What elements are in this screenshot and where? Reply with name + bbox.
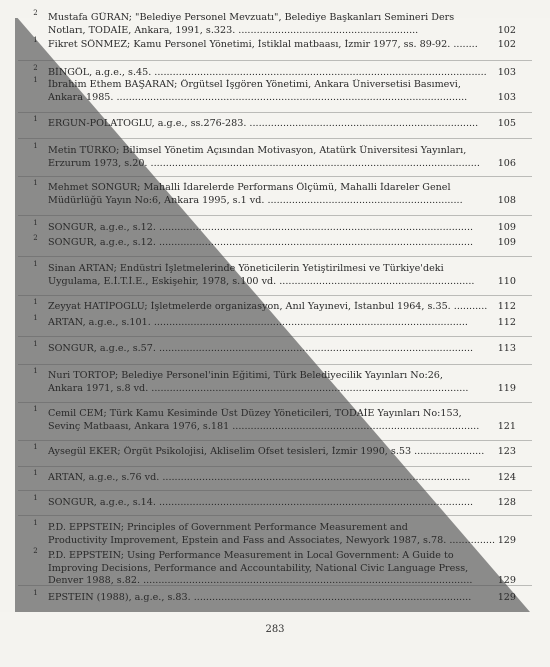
separator-rule: [18, 402, 532, 403]
footnote-mark: 1: [33, 443, 38, 451]
footnote: [33, 469, 516, 485]
footnote-text: [34, 182, 516, 207]
page-reference: 128: [497, 497, 516, 508]
footnote-line: ARTAN, a.g.e., s.101. .......................................................................................................: [48, 317, 468, 328]
footnote: [33, 494, 516, 510]
page-reference: 110: [497, 275, 516, 287]
footnote: [33, 443, 516, 459]
footnote: [33, 234, 516, 250]
footnote: [33, 519, 516, 547]
page-reference: 119: [497, 382, 516, 394]
footnote-line: Ankara 1985. ...................................................................................................................: [48, 91, 468, 103]
footnote-mark: 1: [33, 260, 38, 268]
footnote-line: P.D. EPPSTEIN; Principles of Government Performance Measurement and: [48, 522, 408, 533]
page-reference: 121: [497, 420, 516, 432]
footnote-text: [34, 550, 516, 588]
footnote-line: Ankara 1971, s.8 vd. ........................................................................................................: [48, 382, 469, 394]
separator-rule: [18, 215, 532, 216]
footnote-text: [34, 408, 516, 433]
footnote-mark: 1: [33, 589, 38, 597]
page-reference: 124: [497, 472, 516, 483]
footnote: [33, 76, 516, 104]
footnote-line: ARTAN, a.g.e., s.76 vd. .....................................................................................................: [48, 472, 471, 483]
footnote-line: Improving Decisions, Performance and Accountability, National Civic Language Press,: [48, 562, 469, 574]
footnote: [33, 547, 516, 588]
footnote-mark: 1: [33, 76, 38, 84]
page-reference: 102: [497, 24, 516, 36]
footnote-line: EPSTEIN (1988), a.g.e., s.83. ...........................................................................................: [48, 592, 472, 603]
page-reference: 109: [497, 237, 516, 248]
page-reference: 112: [497, 317, 516, 328]
footnote-text: [34, 67, 516, 80]
separator-rule: [18, 60, 532, 61]
footnote: [33, 142, 516, 170]
footnote-line: Notları, TODAİE, Ankara, 1991, s.323. ...........................................................: [48, 24, 419, 36]
footnote-text: [34, 263, 516, 288]
footnote-mark: 2: [33, 9, 38, 17]
footnote: [33, 589, 516, 605]
footnote-mark: 1: [33, 469, 38, 477]
footnote: [33, 36, 516, 52]
footnote-line: Productivity Improvement, Epstein and Fass and Associates, Newyork 1987, s.78. ...............: [48, 534, 496, 546]
footnote-text: [34, 317, 516, 330]
separator-rule: [18, 515, 532, 516]
footnote-line: Sinan ARTAN; Endüstri İşletmelerinde Yöneticilerin Yetiştirilmesi ve Türkiye'deki: [48, 263, 444, 274]
separator-rule: [18, 138, 532, 139]
footnote-line: Nuri TORTOP; Belediye Personel'inin Eğitimi, Türk Belediyecilik Yayınları No:26,: [48, 370, 443, 381]
footnote-mark: 1: [33, 405, 38, 413]
footnote-text: [34, 592, 516, 605]
separator-rule: [18, 112, 532, 113]
footnote-line: Metin TÜRKO; Bilimsel Yönetim Açısından Motivasyon, Atatürk Üniversitesi Yayınları,: [48, 145, 467, 156]
footnote-mark: 1: [33, 314, 38, 322]
footnote: [33, 260, 516, 288]
footnote-line: ERGUN-POLATOĞLU, a.g.e., ss.276-283. ...........................................................................: [48, 118, 479, 129]
footnote-line: Cemil CEM; Türk Kamu Kesiminde Üst Düzey Yöneticileri, TODAİE Yayınları No:153,: [48, 408, 462, 419]
footnote-mark: 1: [33, 494, 38, 502]
footnote: [33, 367, 516, 395]
footnote: [33, 179, 516, 207]
footnote-text: [34, 472, 516, 485]
footnote: [33, 219, 516, 235]
footnote: [33, 340, 516, 356]
page-reference: 113: [497, 343, 516, 354]
footnote-mark: 2: [33, 547, 38, 555]
page-reference: 109: [497, 222, 516, 233]
page-reference: 112: [497, 301, 516, 312]
footnote-text: [34, 497, 516, 510]
footnote-line: Uygulama, E.İ.T.İ.E., Eskişehir, 1978, s.100 vd. ................................................................: [48, 275, 475, 287]
separator-rule: [18, 256, 532, 257]
footnote-mark: 1: [33, 519, 38, 527]
footnote: [33, 64, 516, 80]
page-reference: 123: [497, 446, 516, 457]
footnote-text: [34, 222, 516, 235]
footnote-line: P.D. EPPSTEIN; Using Performance Measurement in Local Government: A Guide to: [48, 550, 454, 561]
footnote-mark: 2: [33, 64, 38, 72]
footnote-line: İbrahim Ethem BAŞARAN; Örgütsel İşgören Yönetimi, Ankara Üniversetisi Basımevi,: [48, 79, 461, 90]
footnote-line: Erzurum 1973, s.20. ............................................................................................................: [48, 157, 480, 169]
footnote-mark: 2: [33, 234, 38, 242]
page-reference: 129: [497, 534, 516, 546]
footnote: [33, 115, 516, 131]
footnote: [33, 314, 516, 330]
footnote-text: [34, 39, 516, 52]
footnote-text: [34, 79, 516, 104]
footnote-text: [34, 343, 516, 356]
footnote-text: [34, 446, 516, 459]
footnote-text: [34, 370, 516, 395]
page-reference: 103: [497, 67, 516, 78]
footnote-line: SONGUR, a.g.e., s.57. .......................................................................................................: [48, 343, 474, 354]
separator-rule: [18, 176, 532, 177]
footnote-line: SONGUR, a.g.e., s.12. .......................................................................................................: [48, 237, 474, 248]
footnote-line: SONGUR, a.g.e., s.12. .......................................................................................................: [48, 222, 474, 233]
separator-rule: [18, 466, 532, 467]
footnote-line: SONGUR, a.g.e., s.14. .......................................................................................................: [48, 497, 474, 508]
page-reference: 106: [497, 157, 516, 169]
footnote-mark: 1: [33, 36, 38, 44]
separator-rule: [18, 295, 532, 296]
footnote-text: [34, 522, 516, 547]
footnote-mark: 1: [33, 298, 38, 306]
footnote-mark: 1: [33, 340, 38, 348]
page-reference: 129: [497, 592, 516, 603]
footnote-text: [34, 118, 516, 131]
footnote-text: [34, 301, 516, 314]
footnote-mark: 1: [33, 142, 38, 150]
footnote-mark: 1: [33, 179, 38, 187]
page-reference: 108: [497, 194, 516, 206]
separator-rule: [18, 490, 532, 491]
footnote: [33, 298, 516, 314]
footnote-line: Denver 1988, s.82. ............................................................................................................: [48, 575, 473, 586]
footnote-text: [34, 145, 516, 170]
separator-rule: [18, 364, 532, 365]
footnote-mark: 1: [33, 219, 38, 227]
page-reference: 129: [497, 575, 516, 586]
page-reference: 102: [497, 39, 516, 50]
footnote-text: [34, 12, 516, 37]
footnote-mark: 1: [33, 367, 38, 375]
footnote-line: BİNGÖL, a.g.e., s.45. .............................................................................................................: [48, 67, 487, 78]
footnote: [33, 405, 516, 433]
footnote-mark: 1: [33, 115, 38, 123]
footnote-line: Fikret SÖNMEZ; Kamu Personel Yönetimi, İstiklal matbaası, İzmir 1977, ss. 89-92. ........: [48, 39, 478, 50]
page-number: 283: [265, 624, 285, 635]
footnote-line: Zeyyat HATİPOĞLU; İşletmelerde organizasyon, Anıl Yayınevi, İstanbul 1964, s.35. ...........: [48, 301, 488, 312]
footnote-line: Mustafa GÜRAN; "Belediye Personel Mevzuatı", Belediye Başkanları Semineri Ders: [48, 12, 455, 23]
footnote: [33, 9, 516, 37]
separator-rule: [18, 440, 532, 441]
footnote-line: Aysegül EKER; Örgüt Psikolojisi, Akliselim Ofset tesisleri, İzmir 1990, s.53 .......................: [48, 446, 485, 457]
separator-rule: [18, 336, 532, 337]
footnote-text: [34, 237, 516, 250]
page-reference: 103: [497, 91, 516, 103]
footnote-line: Sevinç Matbaası, Ankara 1976, s.181 .................................................................................: [48, 420, 480, 432]
footnote-line: Müdürlüğü Yayın No:6, Ankara 1995, s.1 vd. ................................................................: [48, 194, 463, 206]
page-reference: 105: [497, 118, 516, 129]
footnote-line: Mehmet SONGUR; Mahalli İdarelerde Performans Ölçümü, Mahalli İdareler Genel: [48, 182, 451, 193]
